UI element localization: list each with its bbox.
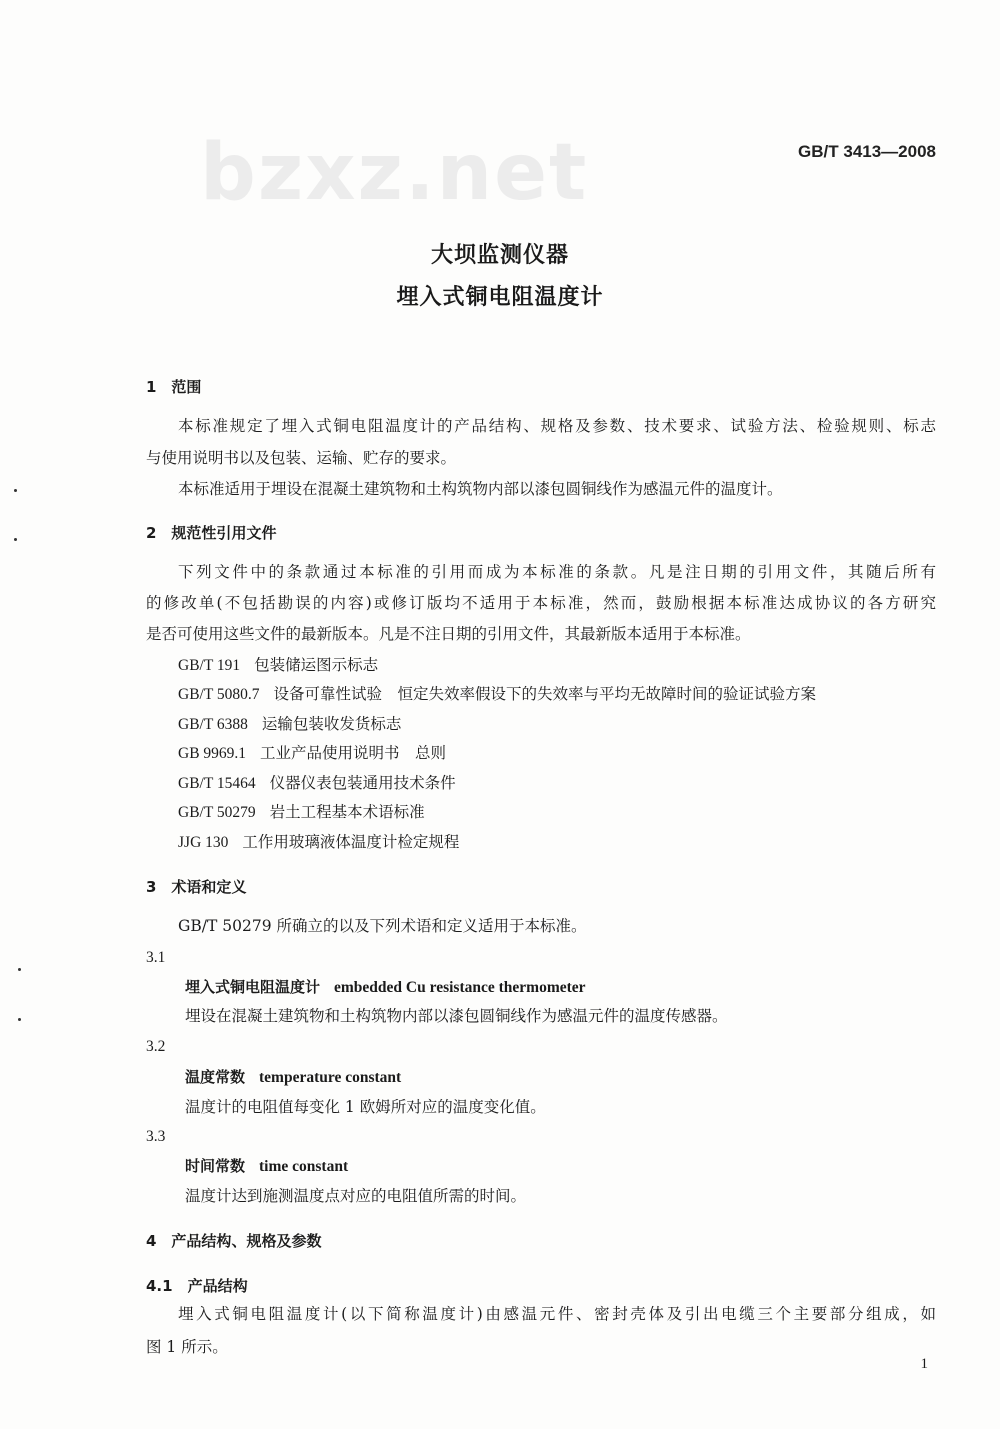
scan-speck <box>18 968 21 971</box>
reference-item <box>178 741 446 763</box>
reference-code: GB/T 191 <box>178 657 241 674</box>
reference-title: 包装储运图示标志 <box>254 656 379 674</box>
term-en: temperature constant <box>259 1069 402 1086</box>
reference-item <box>178 800 425 822</box>
reference-code: GB/T 50279 <box>178 804 256 821</box>
section-3-heading: 3 术语和定义 <box>146 878 247 896</box>
term-number: 3.2 <box>146 1038 166 1055</box>
term-title <box>185 976 586 997</box>
reference-code: GB/T 5080.7 <box>178 686 260 703</box>
scan-speck <box>14 538 17 541</box>
term-cn: 时间常数 <box>185 1157 246 1175</box>
section-1-paragraph-1-line-1: 本标准规定了埋入式铜电阻温度计的产品结构、规格及参数、技术要求、试验方法、检验规则、标志 <box>178 417 936 435</box>
section-4-1-paragraph-line-2: 图 1 所示。 <box>146 1338 228 1356</box>
term-definition: 温度计达到施测温度点对应的电阻值所需的时间。 <box>185 1187 527 1205</box>
page-number: 1 <box>920 1356 928 1372</box>
document-title-line2: 埋入式铜电阻温度计 <box>396 285 604 310</box>
reference-title: 设备可靠性试验 恒定失效率假设下的失效率与平均无故障时间的验证试验方案 <box>273 685 817 703</box>
section-4-1-heading: 4.1 产品结构 <box>146 1277 248 1295</box>
term-cn: 埋入式铜电阻温度计 <box>185 978 321 996</box>
reference-title: 工业产品使用说明书 总则 <box>260 744 447 762</box>
term-number: 3.3 <box>146 1128 166 1145</box>
term-number: 3.1 <box>146 949 166 966</box>
term-title <box>185 1066 401 1087</box>
reference-item <box>178 682 816 704</box>
section-4-1-paragraph-line-1: 埋入式铜电阻温度计(以下简称温度计)由感温元件、密封壳体及引出电缆三个主要部分组成，如 <box>178 1305 936 1323</box>
section-2-heading: 2 规范性引用文件 <box>146 524 277 542</box>
scan-speck <box>14 489 17 492</box>
reference-code: GB/T 15464 <box>178 775 256 792</box>
section-1-heading: 1 范围 <box>146 378 202 396</box>
term-en: embedded Cu resistance thermometer <box>334 979 586 996</box>
scan-speck <box>18 1018 21 1021</box>
section-2-paragraph-line-2: 的修改单(不包括勘误的内容)或修订版均不适用于本标准，然而，鼓励根据本标准达成协议的各方研究 <box>146 594 936 612</box>
reference-code: GB/T 6388 <box>178 716 248 733</box>
section-1-paragraph-1-line-2: 与使用说明书以及包装、运输、贮存的要求。 <box>146 449 457 467</box>
term-en: time constant <box>259 1158 349 1175</box>
reference-title: 仪器仪表包装通用技术条件 <box>269 774 456 792</box>
section-2-paragraph-line-1: 下列文件中的条款通过本标准的引用而成为本标准的条款。凡是注日期的引用文件，其随后所有 <box>178 563 936 581</box>
term-definition: 温度计的电阻值每变化 1 欧姆所对应的温度变化值。 <box>185 1098 546 1116</box>
reference-item <box>178 830 459 852</box>
reference-item <box>178 771 456 793</box>
section-1-paragraph-2: 本标准适用于埋设在混凝土建筑物和土构筑物内部以漆包圆铜线作为感温元件的温度计。 <box>178 480 783 498</box>
reference-title: 岩土工程基本术语标准 <box>269 803 425 821</box>
section-4-heading: 4 产品结构、规格及参数 <box>146 1232 322 1250</box>
document-title-line1: 大坝监测仪器 <box>430 243 569 268</box>
standard-number: GB/T 3413—2008 <box>798 142 936 161</box>
term-title <box>185 1155 348 1176</box>
watermark: bzxz.net <box>200 128 589 218</box>
reference-title: 运输包装收发货标志 <box>261 715 402 733</box>
reference-code: GB 9969.1 <box>178 745 247 762</box>
reference-item <box>178 653 378 675</box>
section-2-paragraph-line-3: 是否可使用这些文件的最新版本。凡是不注日期的引用文件，其最新版本适用于本标准。 <box>146 625 751 643</box>
term-cn: 温度常数 <box>185 1068 246 1086</box>
reference-item <box>178 712 401 734</box>
reference-title: 工作用玻璃液体温度计检定规程 <box>242 833 460 851</box>
reference-code: JJG 130 <box>178 834 229 851</box>
term-definition: 埋设在混凝土建筑物和土构筑物内部以漆包圆铜线作为感温元件的温度传感器。 <box>185 1007 728 1025</box>
section-3-intro: GB/T 50279 所确立的以及下列术语和定义适用于本标准。 <box>178 917 587 935</box>
